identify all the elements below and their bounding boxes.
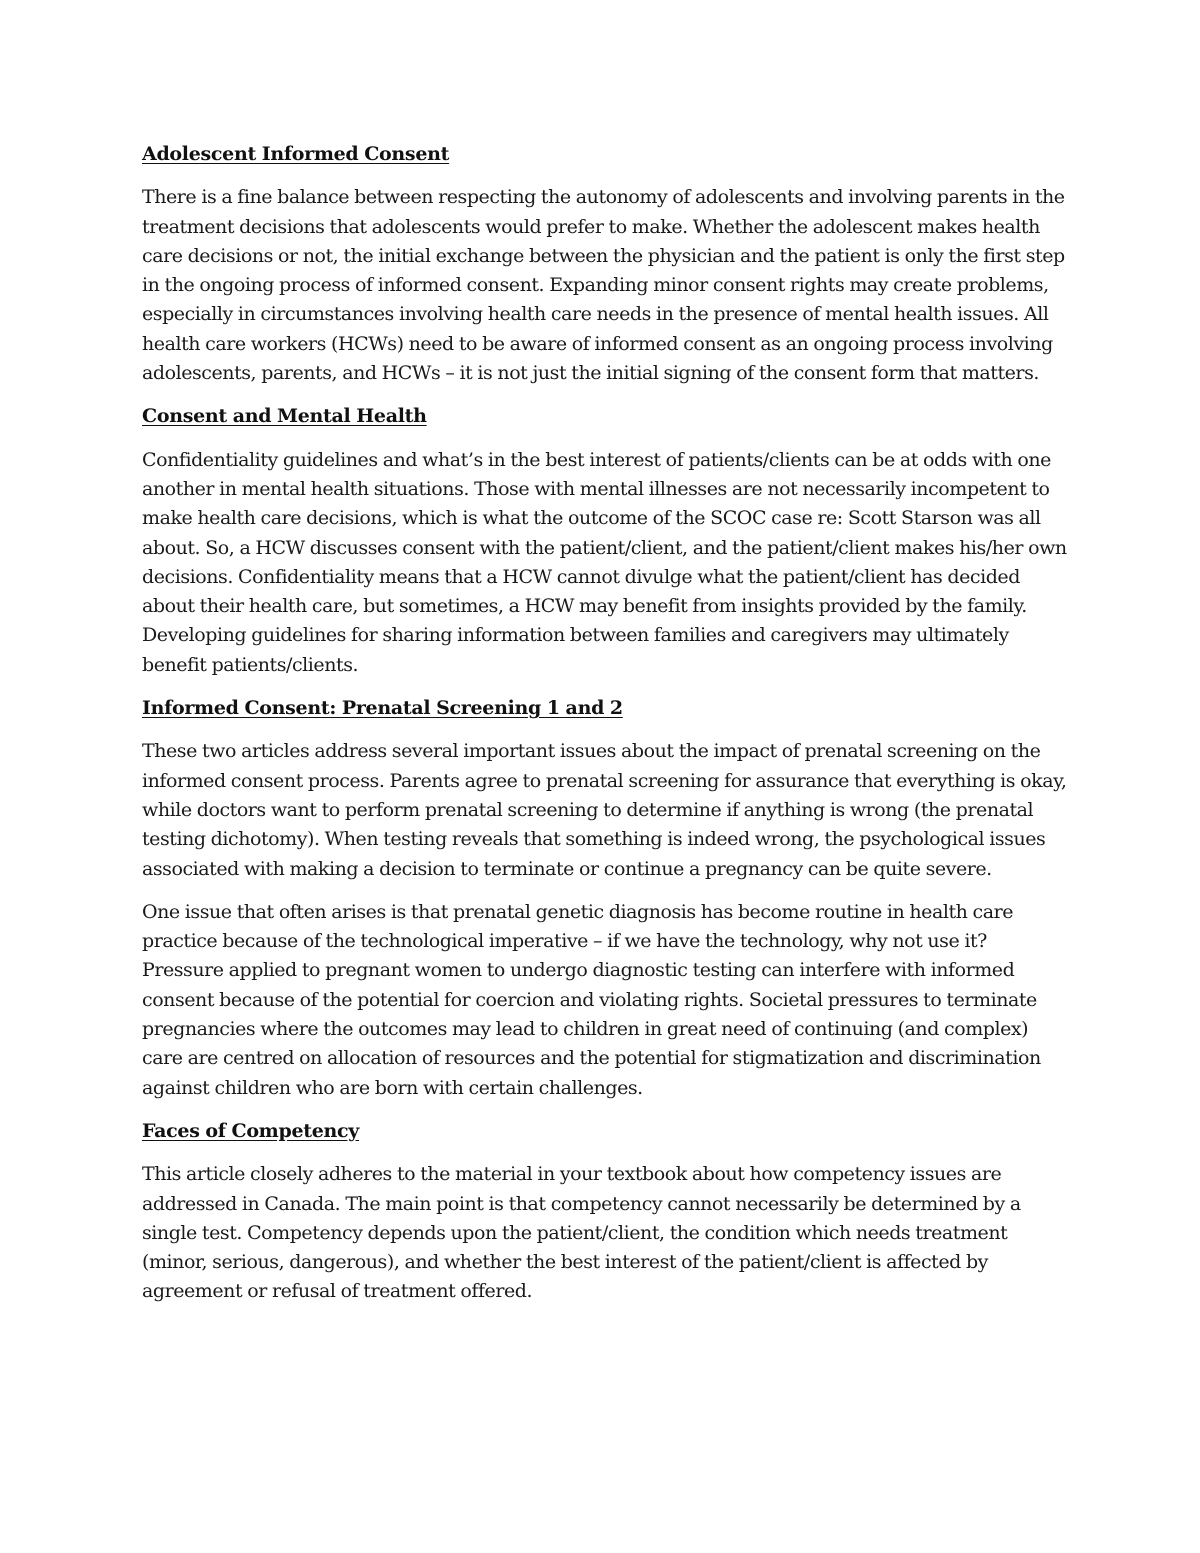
section-paragraph: These two articles address several important issues about the impact of prenatal screening on the informed consent process. Parents agree to prenatal screening for assurance that everything is okay, while doctors want to perform prenatal screening to determine if anything is wrong (the prenatal testing dichotomy). When testing reveals that something is indeed wrong, the psychological issues associated with making a decision to terminate or continue a pregnancy can be quite severe. xyxy=(142,740,1067,880)
section-adolescent-informed-consent xyxy=(142,140,1067,388)
section-heading: Faces of Competency xyxy=(142,1119,360,1142)
section-heading: Adolescent Informed Consent xyxy=(142,143,450,165)
section-faces-of-competency xyxy=(142,1117,1067,1307)
section-paragraph: Confidentiality guidelines and what’s in the best interest of patients/clients can be at odds with one another in mental health situations. Those with mental illnesses are not necessarily incompetent to make health care decisions, which is what the outcome of the SCOC case re: Scott Starson was all about. So, a HCW discusses consent with the patient/client, and the patient/client makes his/her own decisions. Confidentiality means that a HCW cannot divulge what the patient/client has decided about their health care, but sometimes, a HCW may benefit from insights provided by the family. Developing guidelines for sharing information between families and caregivers may ultimately benefit patients/clients. xyxy=(142,448,1067,676)
section-prenatal-screening xyxy=(142,694,1067,1103)
section-paragraph: This article closely adheres to the material in your textbook about how competency issues are addressed in Canada. The main point is that competency cannot necessarily be determined by a single test. Competency depends upon the patient/client, the condition which needs treatment (minor, serious, dangerous), and whether the best interest of the patient/client is affected by agreement or refusal of treatment offered. xyxy=(142,1163,1021,1303)
section-paragraph: There is a fine balance between respecting the autonomy of adolescents and involving parents in the treatment decisions that adolescents would prefer to make. Whether the adolescent makes health care decisions or not, the initial exchange between the physician and the patient is only the first step in the ongoing process of informed consent. Expanding minor consent rights may create problems, especially in circumstances involving health care needs in the presence of mental health issues. All health care workers (HCWs) need to be aware of informed consent as an ongoing process involving adolescents, parents, and HCWs – it is not just the initial signing of the consent form that matters. xyxy=(142,186,1065,385)
section-consent-and-mental-health xyxy=(142,402,1067,680)
section-heading: Consent and Mental Health xyxy=(142,405,427,428)
section-paragraph: One issue that often arises is that prenatal genetic diagnosis has become routine in health care practice because of the technological imperative – if we have the technology, why not use it? Pressure applied to pregnant women to undergo diagnostic testing can interfere with informed consent because of the potential for coercion and violating rights. Societal pressures to terminate pregnancies where the outcomes may lead to children in great need of continuing (and complex) care are centred on allocation of resources and the potential for stigmatization and discrimination against children who are born with certain challenges. xyxy=(142,900,1041,1099)
document-page xyxy=(142,140,1067,1321)
section-heading: Informed Consent: Prenatal Screening 1 and 2 xyxy=(142,697,623,720)
